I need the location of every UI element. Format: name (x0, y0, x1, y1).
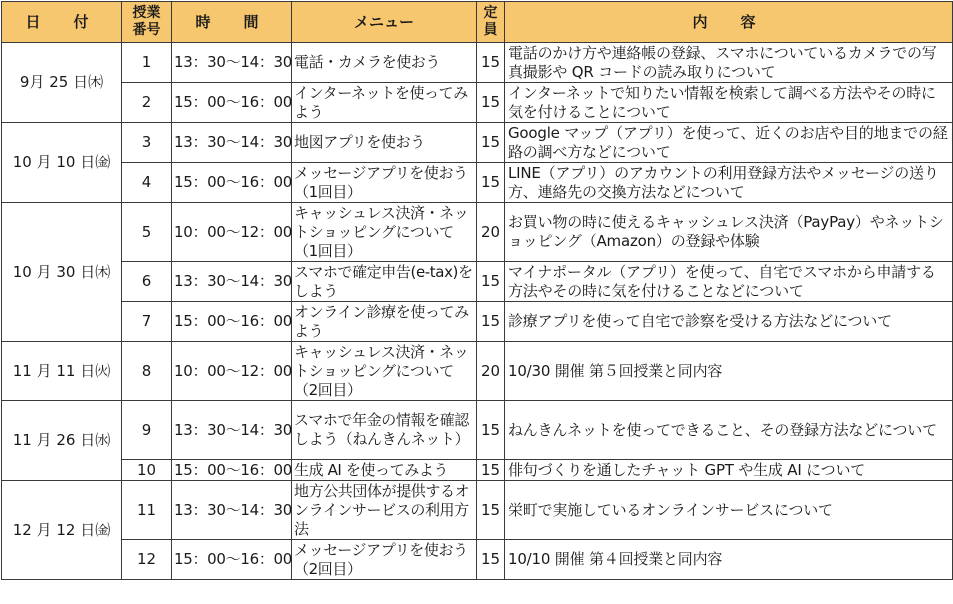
capacity-cell: 20 (477, 203, 505, 262)
header-class-number-line1: 授業 (132, 5, 161, 21)
header-class-number-line2: 番号 (132, 22, 161, 38)
capacity-cell: 15 (477, 262, 505, 302)
time-cell: 13：30～14：30 (172, 481, 292, 540)
menu-cell: 電話・カメラを使おう (292, 43, 477, 83)
header-class-number (122, 2, 172, 43)
content-cell: お買い物の時に使えるキャッシュレス決済（PayPay）やネットショッピング（Amazon）の登録や体験 (505, 203, 953, 262)
date-cell: 10 月 10 日㈮ (2, 123, 122, 203)
header-capacity-line2: 員 (483, 22, 498, 38)
table-row (2, 302, 953, 342)
capacity-cell: 15 (477, 43, 505, 83)
header-menu: メニュー (292, 2, 477, 43)
capacity-cell: 15 (477, 460, 505, 481)
content-cell: インターネットで知りたい情報を検索して調べる方法やその時に気を付けることについて (505, 83, 953, 123)
time-cell: 13：30～14：30 (172, 262, 292, 302)
table-row (2, 43, 953, 83)
menu-cell: スマホで確定申告(e-tax)をしよう (292, 262, 477, 302)
capacity-cell: 15 (477, 540, 505, 580)
time-cell: 10：00～12：00 (172, 203, 292, 262)
date-cell: 12 月 12 日㈮ (2, 481, 122, 580)
header-capacity (477, 2, 505, 43)
table-row (2, 540, 953, 580)
class-number-cell: 8 (122, 342, 172, 401)
class-number-cell: 1 (122, 43, 172, 83)
time-cell: 10：00～12：00 (172, 342, 292, 401)
capacity-cell: 15 (477, 302, 505, 342)
date-cell: 11 月 11 日㈫ (2, 342, 122, 401)
content-cell: Google マップ（アプリ）を使って、近くのお店や目的地までの経路の調べ方などについて (505, 123, 953, 163)
content-cell: マイナポータル（アプリ）を使って、自宅でスマホから申請する方法やその時に気を付けることなどについて (505, 262, 953, 302)
capacity-cell: 15 (477, 123, 505, 163)
date-cell: 10 月 30 日㈭ (2, 203, 122, 342)
date-cell: 11 月 26 日㈬ (2, 401, 122, 481)
capacity-cell: 20 (477, 342, 505, 401)
table-row (2, 163, 953, 203)
menu-cell: キャッシュレス決済・ネットショッピングについて（1回目） (292, 203, 477, 262)
table-row (2, 342, 953, 401)
content-cell: ねんきんネットを使ってできること、その登録方法などについて (505, 401, 953, 460)
menu-cell: 生成 AI を使ってみよう (292, 460, 477, 481)
menu-cell: メッセージアプリを使おう （1回目） (292, 163, 477, 203)
menu-cell: メッセージアプリを使おう （2回目） (292, 540, 477, 580)
content-cell: 俳句づくりを通したチャット GPT や生成 AI について (505, 460, 953, 481)
class-number-cell: 5 (122, 203, 172, 262)
capacity-cell: 15 (477, 83, 505, 123)
table-row (2, 83, 953, 123)
menu-cell: 地方公共団体が提供するオンラインサービスの利用方法 (292, 481, 477, 540)
content-cell: 10/10 開催 第４回授業と同内容 (505, 540, 953, 580)
time-cell: 13：30～14：30 (172, 401, 292, 460)
class-number-cell: 3 (122, 123, 172, 163)
header-capacity-line1: 定 (483, 5, 498, 21)
class-number-cell: 7 (122, 302, 172, 342)
menu-cell: キャッシュレス決済・ネットショッピングについて（2回目） (292, 342, 477, 401)
time-cell: 13：30～14：30 (172, 123, 292, 163)
class-number-cell: 6 (122, 262, 172, 302)
menu-cell: 地図アプリを使おう (292, 123, 477, 163)
capacity-cell: 15 (477, 481, 505, 540)
class-number-cell: 12 (122, 540, 172, 580)
time-cell: 13：30～14：30 (172, 43, 292, 83)
schedule-table (1, 1, 953, 580)
menu-cell: オンライン診療を使ってみよう (292, 302, 477, 342)
header-content: 内 容 (505, 2, 953, 43)
table-row (2, 123, 953, 163)
content-cell: 診療アプリを使って自宅で診察を受ける方法などについて (505, 302, 953, 342)
table-row (2, 262, 953, 302)
capacity-cell: 15 (477, 401, 505, 460)
class-number-cell: 10 (122, 460, 172, 481)
time-cell: 15：00～16：00 (172, 83, 292, 123)
menu-cell: インターネットを使ってみよう (292, 83, 477, 123)
header-time: 時 間 (172, 2, 292, 43)
header-row (2, 2, 953, 43)
class-number-cell: 4 (122, 163, 172, 203)
time-cell: 15：00～16：00 (172, 540, 292, 580)
content-cell: 10/30 開催 第５回授業と同内容 (505, 342, 953, 401)
content-cell: LINE（アプリ）のアカウントの利用登録方法やメッセージの送り方、連絡先の交換方法などについて (505, 163, 953, 203)
table-row (2, 203, 953, 262)
class-number-cell: 11 (122, 481, 172, 540)
time-cell: 15：00～16：00 (172, 163, 292, 203)
capacity-cell: 15 (477, 163, 505, 203)
date-cell: 9月 25 日㈭ (2, 43, 122, 123)
time-cell: 15：00～16：00 (172, 302, 292, 342)
content-cell: 電話のかけ方や連絡帳の登録、スマホについているカメラでの写真撮影や QR コードの読み取りについて (505, 43, 953, 83)
time-cell: 15：00～16：00 (172, 460, 292, 481)
table-row (2, 460, 953, 481)
class-number-cell: 2 (122, 83, 172, 123)
table-row (2, 401, 953, 460)
class-number-cell: 9 (122, 401, 172, 460)
menu-cell: スマホで年金の情報を確認しよう（ねんきんネット） (292, 401, 477, 460)
table-row (2, 481, 953, 540)
header-date: 日 付 (2, 2, 122, 43)
content-cell: 栄町で実施しているオンラインサービスについて (505, 481, 953, 540)
